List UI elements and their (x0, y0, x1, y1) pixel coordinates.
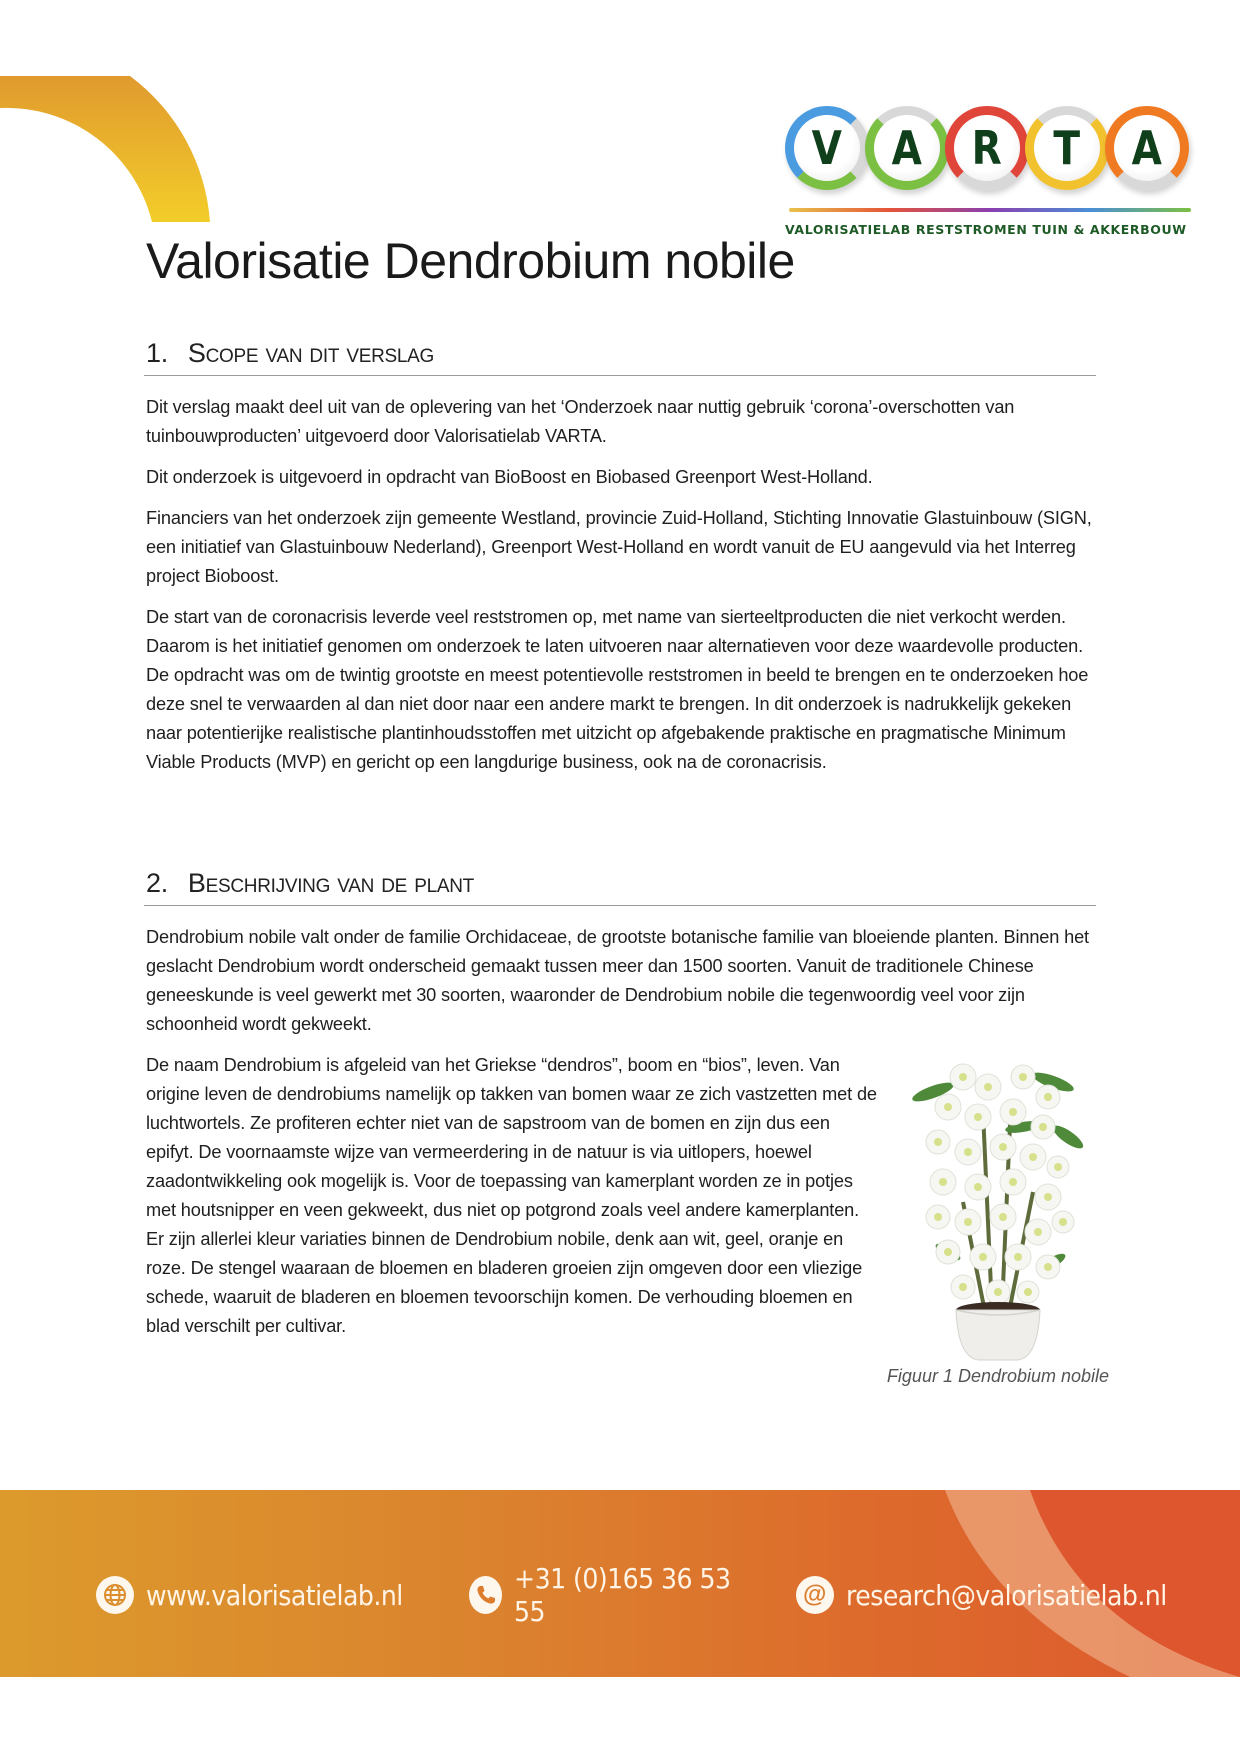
section-title: Scope van dit verslag (187, 338, 435, 368)
logo-ring-v: V (785, 106, 869, 190)
website-text: www.valorisatielab.nl (146, 1578, 403, 1612)
logo-ring-r: R (945, 106, 1029, 190)
section-heading (144, 338, 1096, 376)
at-icon: @ (796, 1576, 834, 1614)
paragraph: Dit verslag maakt deel uit van de oplevering van het ‘Onderzoek naar nuttig gebruik ‘corona’-overschotten van tuinbouwproducten’ uitgevoerd door Valorisatielab VARTA. (146, 397, 1015, 446)
orchid-plant-image (868, 1052, 1128, 1362)
section-scope (144, 338, 1096, 789)
logo-ring-t: T (1025, 106, 1109, 190)
phone-text: +31 (0)165 36 53 55 (513, 1562, 731, 1628)
logo-rainbow-line (789, 208, 1191, 212)
figure-dendrobium (868, 1052, 1128, 1387)
paragraph: De start van de coronacrisis leverde veel reststromen op, met name van sierteeltproducten die niet verkocht werden. Daarom is het initiatief genomen om onderzoek te laten uitvoeren naar alternatieven voor deze waardevolle producten. De opdracht was om de twintig grootste en meest potentievolle reststromen in beeld te brengen en te onderzoeken hoe deze snel te verwaarden al dan niet door naar een andere markt te brengen. In dit onderzoek is nadrukkelijk gekeken naar potentierijke realistische plantinhoudsstoffen met uitzicht op afgebakende praktische en pragmatische Minimum Viable Products (MVP) en gericht op een langdurige business, ook na de coronacrisis. (146, 607, 1089, 772)
email-text: research@valorisatielab.nl (845, 1578, 1167, 1612)
page-title: Valorisatie Dendrobium nobile (146, 233, 795, 289)
section-number: 2. (146, 868, 168, 898)
varta-logo (785, 100, 1195, 240)
section-body (144, 393, 1096, 777)
footer-banner (0, 1490, 1240, 1677)
section-title: Beschrijving van de plant (187, 868, 474, 898)
paragraph: De naam Dendrobium is afgeleid van het Griekse “dendros”, boom en “bios”, leven. Van origine leven de dendrobiums namelijk op takken van bomen waar ze zich vastzetten met de luchtwortels. Ze profiteren echter niet van de sapstroom van de bomen en zijn dus een epifyt. De voornaamste wijze van vermeerdering in de natuur is via uitlopers, hoewel zaadontwikkeling ook mogelijk is. Voor de toepassing van kamerplant worden ze in potjes met houtsnipper en veen gekweekt, dus niet op potgrond zoals veel andere kamerplanten. Er zijn allerlei kleur variaties binnen de Dendrobium nobile, denk aan wit, geel, oranje en roze. De stengel waaraan de bloemen en bladeren groeien zijn omgeven door een vliezige schede, waaruit de bladeren en bloemen tevoorschijn komen. De verhouding bloemen en blad verschilt per cultivar. (146, 1055, 877, 1336)
logo-ring-a: A (865, 106, 949, 190)
section-number: 1. (146, 338, 168, 368)
logo-tagline: VALORISATIELAB RESTSTROMEN TUIN & AKKERBOUW (785, 222, 1187, 237)
globe-icon (96, 1576, 134, 1614)
paragraph: Dendrobium nobile valt onder de familie Orchidaceae, de grootste botanische familie van bloeiende planten. Binnen het geslacht Dendrobium wordt onderscheid gemaakt tussen meer dan 1500 soorten. Vanuit de traditionele Chinese geneeskunde is veel gewerkt met 30 soorten, waaronder de Dendrobium nobile die tegenwoordig veel voor zijn schoonheid wordt gekweekt. (146, 927, 1089, 1034)
footer-contacts (96, 1562, 1240, 1628)
logo-ring-a2: A (1105, 106, 1189, 190)
phone-icon (469, 1576, 502, 1614)
phone-link[interactable] (469, 1562, 757, 1628)
section-heading (144, 868, 1096, 906)
paragraph: Dit onderzoek is uitgevoerd in opdracht van BioBoost en Biobased Greenport West-Holland. (146, 467, 873, 487)
figure-caption: Figuur 1 Dendrobium nobile (886, 1366, 1110, 1386)
email-link[interactable] (796, 1576, 1202, 1614)
paragraph: Financiers van het onderzoek zijn gemeente Westland, provincie Zuid-Holland, Stichting Innovatie Glastuinbouw (SIGN, een initiatief van Glastuinbouw Nederland), Greenport West-Holland en wordt vanuit de EU aangevuld via het Interreg project Bioboost. (146, 508, 1092, 586)
website-link[interactable] (96, 1576, 431, 1614)
logo-rings (785, 100, 1195, 200)
